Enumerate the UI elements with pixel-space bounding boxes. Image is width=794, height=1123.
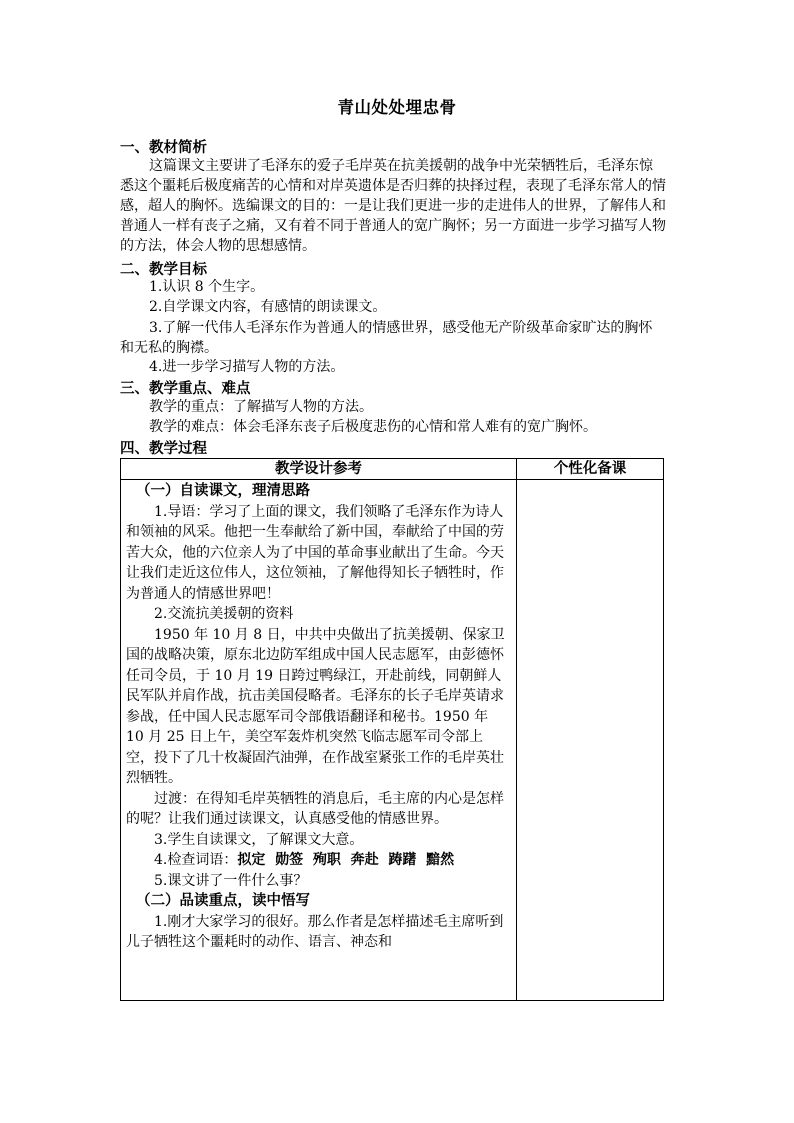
section-heading-analysis: 一、教材简析: [120, 139, 207, 156]
lesson-table: [120, 458, 664, 1001]
lesson-paragraph: 2.交流抗美援朝的资料: [154, 606, 294, 622]
part1-title: （一）自读课文，理清思路: [136, 482, 310, 499]
table-header-personal: 个性化备课: [553, 460, 627, 477]
table-header-design: 教学设计参考: [275, 460, 362, 477]
key-point-text: 教学的重点：了解描写人物的方法。: [149, 399, 373, 415]
vocab-words: 拟定 勋签 殉职 奔赴 踌躇 黯然: [237, 852, 455, 868]
goal-item: 2.自学课文内容，有感情的朗读课文。: [149, 299, 387, 315]
document-title: 青山处处埋忠骨: [337, 98, 457, 117]
vocab-check: [126, 850, 508, 871]
lesson-paragraph: 过渡：在得知毛岸英牺牲的消息后，毛主席的内心是怎样的呢？让我们通过读课文，认真感受他的情感世界。: [126, 790, 504, 827]
lesson-paragraph: 1.导语：学习了上面的课文，我们领略了毛泽东作为诗人和领袖的风采。他把一生奉献给了新中国，奉献给了中国的劳苦大众，他的六位亲人为了中国的革命事业献出了生命。今天让我们走近这位伟人，这位领袖，了解他得知长子牺牲时，作为普通人的情感世界吧！: [126, 503, 504, 602]
difficulty-text: 教学的难点：体会毛泽东丧子后极度悲伤的心情和常人难有的宽广胸怀。: [149, 419, 597, 435]
goal-item: 1.认识 8 个生字。: [149, 279, 265, 295]
lesson-paragraph: 3.学生自读课文，了解课文大意。: [154, 831, 364, 848]
analysis-paragraph: 这篇课文主要讲了毛泽东的爱子毛岸英在抗美援朝的战争中光荣牺牲后，毛泽东惊悉这个噩耗后极度痛苦的心情和对岸英遗体是否归葬的抉择过程，表现了毛泽东常人的情感，超人的胸怀。选编课文的目的：一是让我们更进一步的走进伟人的世界，了解伟人和普通人一样有丧子之痛，又有着不同于普通人的宽广胸怀；另一方面进一步学习描写人物的方法，体会人物的思想感情。: [120, 158, 666, 254]
section-heading-key-points: 三、教学重点、难点: [120, 380, 251, 397]
goal-item: 4.进一步学习描写人物的方法。: [149, 359, 345, 375]
lesson-paragraph: 5.课文讲了一件什么事？: [154, 872, 308, 889]
part2-title: （二）品读重点，读中悟写: [136, 892, 310, 909]
table-header-divider: [121, 479, 663, 480]
section-heading-goals: 二、教学目标: [120, 261, 207, 278]
table-column-divider: [516, 459, 517, 1000]
design-cell: [126, 481, 508, 953]
goal-item: 3.了解一代伟人毛泽东作为普通人的情感世界，感受他无产阶级革命家旷达的胸怀和无私的胸襟。: [120, 320, 653, 356]
section-heading-process: 四、教学过程: [120, 440, 207, 457]
lesson-paragraph: 1.刚才大家学习的很好。那么作者是怎样描述毛主席听到儿子牺牲这个噩耗时的动作、语言、神态和: [126, 913, 504, 950]
lesson-paragraph: 1950 年 10 月 8 日，中共中央做出了抗美援朝、保家卫国的战略决策，原东北边防军组成中国人民志愿军，由彭德怀任司令员，于 10 月 19 日跨过鸭绿江，开赴前线，同朝鲜人民军队并肩作战，抗击美国侵略者。毛泽东的长子毛岸英请求参战，任中国人民志愿军司令部俄语翻译和秘书。1950 年 10 月 25 日上午，美空军轰炸机突然飞临志愿军司令部上空，投下了几十枚凝固汽油弹，在作战室紧张工作的毛岸英壮烈牺牲。: [126, 626, 505, 786]
vocab-label: 4.检查词语：: [154, 852, 238, 868]
